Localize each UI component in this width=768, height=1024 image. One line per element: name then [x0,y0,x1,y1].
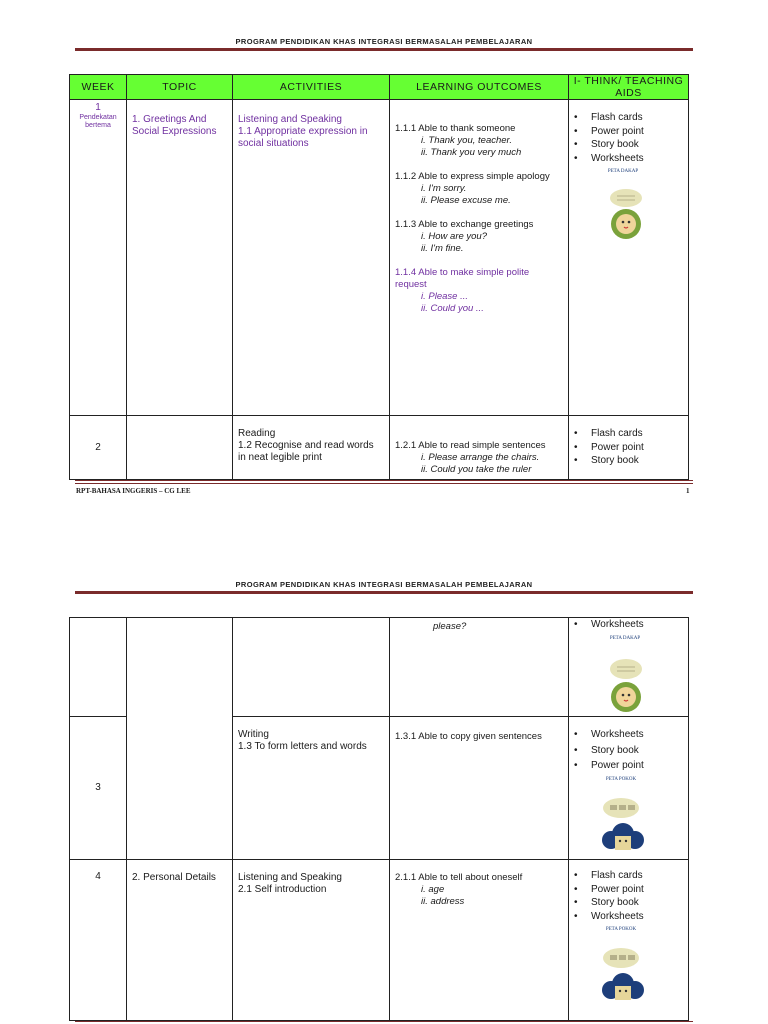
activities-cell [233,717,390,860]
outcome: 2.1.1 Able to tell about oneself [395,872,523,883]
outcomes-cell [390,717,569,860]
footer-rule [75,480,693,481]
header-rule [75,48,693,51]
outcome-a: i. Please arrange the chairs. [421,452,540,463]
footer-rule [75,1021,693,1022]
aids-list [569,870,688,923]
outcome-1: 1.1.1 Able to thank someone [395,123,516,134]
map-label: PETA POKOK [605,927,637,932]
outcome-a: i. age [421,884,445,895]
aids-list [569,729,688,773]
list-item: • Power point [574,760,644,771]
outcomes-cell [390,100,569,416]
list-item: • Story book [574,897,639,908]
map-label: PETA DAKAP [609,635,641,641]
footer-rule [75,483,693,484]
activity-sub: 1.3 To form letters and words [238,741,367,752]
header-rule [75,591,693,594]
list-item: • Worksheets [574,729,644,740]
aids-cell [569,717,689,860]
outcome-2b: ii. Please excuse me. [421,195,511,206]
week-number: 3 [95,782,101,793]
topic-cell [127,100,233,416]
week-number: 1 [95,102,101,113]
topic-cell [127,618,233,860]
map-label: PETA DAKAP [607,169,639,174]
aids-cell [569,860,689,1021]
outcome-4a: i. Please ... [421,291,468,302]
aids-list [569,112,688,165]
topic-text: 1. Greetings And Social Expressions [132,114,217,137]
col-topic: TOPIC [127,75,233,100]
tree-map-icon [597,938,649,1008]
activity-title: Writing [238,729,269,740]
outcome-b: ii. address [421,896,465,907]
outcome: 1.3.1 Able to copy given sentences [395,731,542,742]
list-item: • Story book [574,744,639,756]
lesson-plan-table-2 [69,617,689,1021]
outcomes-cell [390,416,569,480]
aids-cell [569,416,689,480]
week-cell [70,860,127,1021]
table-row [70,416,689,480]
list-item: • Power point [574,883,644,895]
activity-sub: 1.2 Recognise and read words in neat legible print [238,440,374,463]
outcome-b: ii. Could you take the ruler [421,464,532,475]
outcome: 1.2.1 Able to read simple sentences [395,440,546,451]
topic-text: 2. Personal Details [132,872,216,883]
outcome-4: 1.1.4 Able to make simple polite request [395,267,530,290]
table-row [70,860,689,1021]
list-item: • Worksheets [574,152,644,164]
week-note: Pendekatan bertema [79,114,117,129]
topic-cell [127,860,233,1021]
outcome-2: 1.1.2 Able to express simple apology [395,171,550,182]
week-number: 2 [95,441,101,453]
activities-cell [233,100,390,416]
table-row [70,618,689,717]
outcome-4b: ii. Could you ... [421,303,484,314]
aids-list [569,619,688,632]
col-week: WEEK [70,75,127,100]
page-header: PROGRAM PENDIDIKAN KHAS INTEGRASI BERMASALAH PEMBELAJARAN [235,37,533,46]
outcome-3: 1.1.3 Able to exchange greetings [395,219,534,230]
outcome-3b: ii. I'm fine. [421,243,464,254]
activities-cell [233,416,390,480]
list-item: • Power point [574,125,644,137]
aids-cell [569,100,689,416]
footer-left: RPT-BAHASA INGGERIS – CG LEE [76,487,191,495]
activity-sub: 1.1 Appropriate expression in social situations [238,126,368,149]
col-learning-outcomes: LEARNING OUTCOMES [390,75,569,100]
lesson-plan-table-1 [69,74,689,480]
list-item: • Story book [574,139,639,150]
outcomes-cell [390,860,569,1021]
activity-title: Reading [238,428,276,439]
outcomes-cell [390,618,569,717]
week-cell [70,618,127,717]
week-cell [70,100,127,416]
list-item: • Flash cards [574,870,643,881]
list-item: • Flash cards [574,428,643,439]
map-label: PETA POKOK [605,776,637,782]
aids-cell [569,618,689,717]
activities-cell [233,618,390,717]
page-header: PROGRAM PENDIDIKAN KHAS INTEGRASI BERMASALAH PEMBELAJARAN [235,580,533,589]
week-number: 4 [95,871,101,882]
table-row [70,100,689,416]
activity-sub: 2.1 Self introduction [238,884,327,895]
bubble-map-icon [601,180,651,240]
list-item: • Power point [574,441,644,453]
outcome-cont: please? [433,621,467,632]
week-cell [70,416,127,480]
list-item: • Worksheets [574,619,644,630]
table-header-row [70,75,689,100]
bubble-map-icon [601,647,651,713]
outcome-1b: ii. Thank you very much [421,147,522,158]
activities-cell [233,860,390,1021]
activity-title: Listening and Speaking [238,114,342,125]
week-cell [70,717,127,860]
tree-map-icon [597,788,649,858]
topic-cell [127,416,233,480]
col-aids: I- THINK/ TEACHING AIDS [569,75,689,100]
outcome-1a: i. Thank you, teacher. [421,135,513,146]
aids-list [569,428,688,468]
outcome-3a: i. How are you? [421,231,488,242]
outcome-2a: i. I'm sorry. [421,183,467,194]
col-activities: ACTIVITIES [233,75,390,100]
page-number: 1 [686,487,690,495]
activity-title: Listening and Speaking [238,872,342,883]
list-item: • Story book [574,455,639,466]
list-item: • Flash cards [574,112,643,123]
list-item: • Worksheets [574,910,644,922]
